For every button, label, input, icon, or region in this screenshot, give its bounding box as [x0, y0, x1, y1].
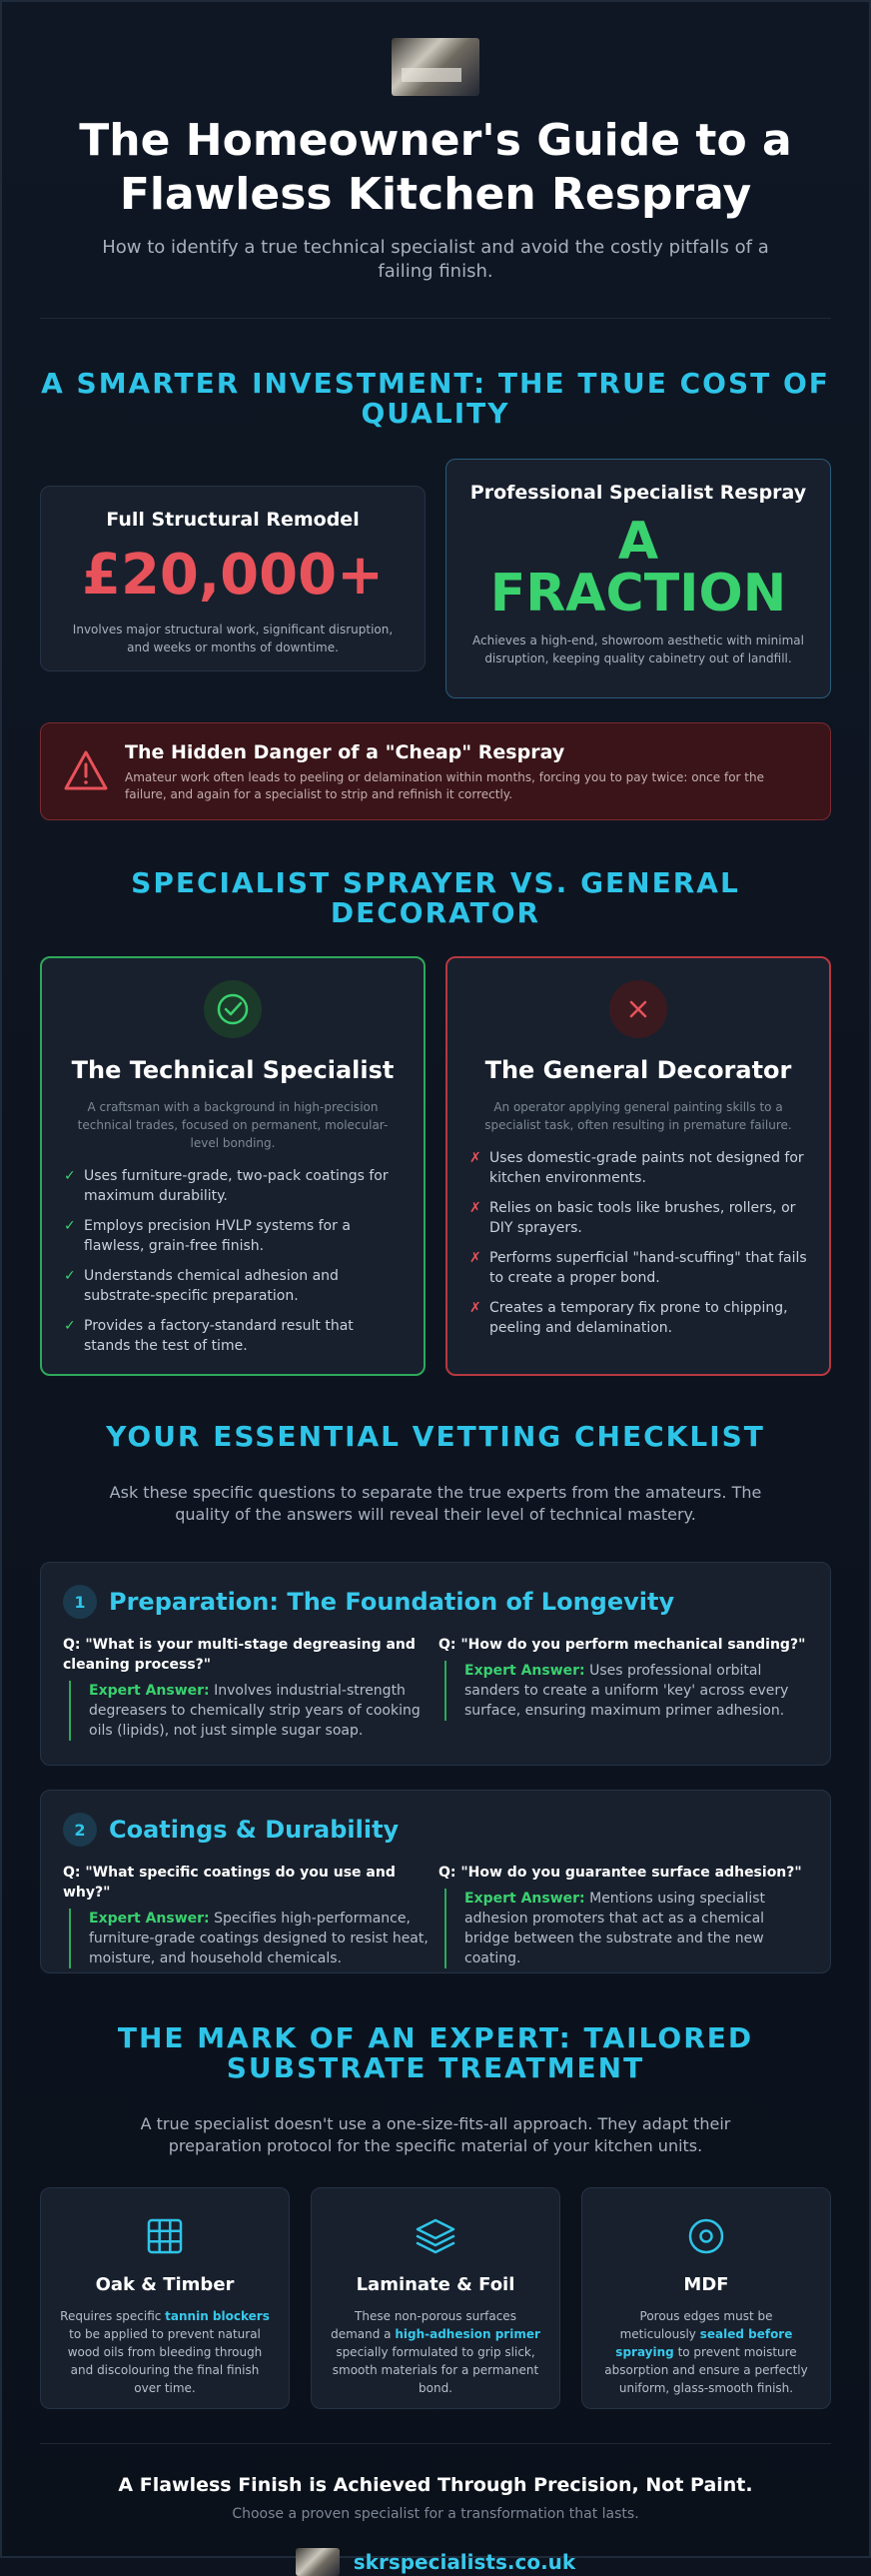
expert-answer-label: Expert Answer:	[464, 1891, 585, 1907]
expert-answer-label: Expert Answer:	[464, 1663, 585, 1679]
answer: Expert Answer: Mentions using specialist adhesion promoters that act as a chemical bridge between the substrate and the new coating.	[444, 1889, 808, 1968]
check-circle-icon	[204, 980, 262, 1038]
cross-icon: ✗	[469, 1150, 481, 1166]
respray-card	[445, 459, 831, 698]
target-icon	[686, 2216, 726, 2256]
list-item: ✓ Provides a factory-standard result that stands the test of time.	[64, 1318, 354, 1354]
qa-item	[438, 1635, 808, 1741]
close-icon	[609, 980, 667, 1038]
qa-item	[438, 1863, 808, 1968]
question: Q: "What specific coatings do you use and why?"	[63, 1865, 396, 1901]
cross-icon: ✗	[469, 1300, 481, 1316]
answer: Expert Answer: Uses professional orbital sanders to create a uniform 'key' across every surface, ensuring maximum primer adhesion.	[444, 1661, 808, 1721]
vetting-card-preparation	[40, 1562, 831, 1766]
expert-answer-label: Expert Answer:	[89, 1911, 210, 1927]
decorator-intro: An operator applying general painting skills to a specialist task, often resulting in premature failure.	[484, 1100, 792, 1132]
remodel-description: Involves major structural work, significant disruption, and weeks or months of downtime.	[72, 623, 394, 654]
step-number: 2	[63, 1813, 97, 1847]
check-icon: ✓	[64, 1268, 76, 1284]
cost-comparison	[40, 459, 831, 698]
specialist-heading: The Technical Specialist	[71, 1056, 395, 1084]
check-icon: ✓	[64, 1168, 76, 1184]
danger-text: Amateur work often leads to peeling or delamination within months, forcing you to pay twice: once for the failure, and again for a specialist to strip and refinish it correctly.	[125, 770, 764, 801]
respray-cost-line2: FRACTION	[489, 564, 787, 624]
decorator-points	[469, 1148, 807, 1338]
vetting-heading: Preparation: The Foundation of Longevity	[109, 1588, 675, 1616]
checklist-lead: Ask these specific questions to separate the true experts from the amateurs. The quality of the answers will reveal their level of technical mastery.	[109, 1483, 762, 1524]
question: Q: "What is your multi-stage degreasing and cleaning process?"	[63, 1637, 416, 1673]
list-item: ✗ Performs superficial "hand-scuffing" that fails to create a proper bond.	[469, 1250, 807, 1286]
substrate-cards	[40, 2187, 831, 2409]
hero-kitchen-image	[392, 38, 479, 96]
brand-link[interactable]: skrspecialists.co.uk	[353, 2550, 576, 2574]
substrate-heading: MDF	[683, 2274, 729, 2295]
list-item: ✗ Uses domestic-grade paints not designed for kitchen environments.	[469, 1150, 804, 1186]
divider	[40, 2443, 831, 2444]
qa-item	[63, 1635, 433, 1741]
substrate-card-mdf	[581, 2187, 831, 2409]
layers-icon	[414, 2216, 457, 2256]
decorator-card	[445, 956, 831, 1376]
footer-subtitle: Choose a proven specialist for a transformation that lasts.	[232, 2506, 639, 2522]
substrate-card-oak	[40, 2187, 290, 2409]
specialist-intro: A craftsman with a background in high-precision technical trades, focused on permanent, molecular-level bonding.	[77, 1100, 389, 1150]
substrate-section-title: THE MARK OF AN EXPERT: TAILORED SUBSTRATE TREATMENT	[117, 2021, 754, 2084]
list-item: ✓ Uses furniture-grade, two-pack coatings for maximum durability.	[64, 1168, 389, 1204]
respray-description: Achieves a high-end, showroom aesthetic with minimal disruption, keeping quality cabinetry out of landfill.	[472, 634, 804, 665]
answer: Expert Answer: Specifies high-performance, furniture-grade coatings designed to resist heat, moisture, and household chemicals.	[69, 1909, 433, 1968]
cost-section-title: A SMARTER INVESTMENT: THE TRUE COST OF QUALITY	[41, 367, 830, 430]
substrate-heading: Laminate & Foil	[356, 2274, 515, 2295]
remodel-heading: Full Structural Remodel	[106, 509, 360, 531]
brand-thumbnail	[296, 2548, 340, 2576]
page-title: The Homeowner's Guide to a Flawless Kitchen Respray	[79, 115, 792, 220]
remodel-cost: £20,000+	[82, 543, 384, 608]
answer: Expert Answer: Involves industrial-strength degreasers to chemically strip years of cooking oils (lipids), not just simple sugar soap.	[69, 1681, 433, 1741]
substrate-text: These non-porous surfaces demand a high-adhesion primer specially formulated to grip slick, smooth materials for a permanent bond.	[331, 2309, 540, 2395]
specialist-points	[64, 1166, 402, 1356]
respray-cost	[468, 512, 808, 624]
footer-title: A Flawless Finish is Achieved Through Precision, Not Paint.	[118, 2474, 753, 2496]
vetting-heading: Coatings & Durability	[109, 1816, 400, 1844]
check-icon: ✓	[64, 1218, 76, 1234]
checklist-section-title: YOUR ESSENTIAL VETTING CHECKLIST	[106, 1420, 765, 1453]
substrate-card-laminate	[311, 2187, 560, 2409]
question: Q: "How do you perform mechanical sanding?"	[438, 1637, 806, 1653]
substrate-heading: Oak & Timber	[95, 2274, 235, 2295]
qa-item	[63, 1863, 433, 1968]
footer-brand	[40, 2548, 831, 2576]
decorator-heading: The General Decorator	[484, 1056, 792, 1084]
cross-icon: ✗	[469, 1250, 481, 1266]
page-subtitle: How to identify a true technical specialist and avoid the costly pitfalls of a failing finish.	[102, 237, 769, 282]
versus-comparison	[40, 956, 831, 1376]
list-item: ✗ Creates a temporary fix prone to chipping, peeling and delamination.	[469, 1300, 788, 1336]
warning-icon	[63, 749, 109, 791]
check-icon: ✓	[64, 1318, 76, 1334]
list-item: ✓ Employs precision HVLP systems for a flawless, grain-free finish.	[64, 1218, 351, 1254]
specialist-card	[40, 956, 426, 1376]
expert-answer-label: Expert Answer:	[89, 1683, 210, 1699]
substrate-text: Porous edges must be meticulously sealed before spraying to prevent moisture absorption and ensure a perfectly uniform, glass-smooth finish.	[604, 2309, 808, 2395]
list-item: ✗ Relies on basic tools like brushes, rollers, or DIY sprayers.	[469, 1200, 796, 1236]
respray-heading: Professional Specialist Respray	[469, 482, 807, 504]
vetting-card-coatings	[40, 1790, 831, 1973]
substrate-text: Requires specific tannin blockers to be applied to prevent natural wood oils from bleeding through and discolouring the final finish over time.	[60, 2309, 270, 2395]
divider	[40, 318, 831, 319]
respray-cost-line1: A	[617, 512, 659, 572]
step-number: 1	[63, 1585, 97, 1619]
substrate-lead: A true specialist doesn't use a one-size-fits-all approach. They adapt their preparation protocol for the specific material of your kitchen units.	[140, 2114, 731, 2155]
danger-heading: The Hidden Danger of a "Cheap" Respray	[125, 741, 565, 763]
versus-section-title: SPECIALIST SPRAYER VS. GENERAL DECORATOR	[131, 866, 740, 929]
cross-icon: ✗	[469, 1200, 481, 1216]
hidden-danger-alert	[40, 722, 831, 820]
remodel-card	[40, 486, 426, 671]
grid-icon	[145, 2216, 185, 2256]
question: Q: "How do you guarantee surface adhesion?"	[438, 1865, 802, 1881]
list-item: ✓ Understands chemical adhesion and substrate-specific preparation.	[64, 1268, 339, 1304]
